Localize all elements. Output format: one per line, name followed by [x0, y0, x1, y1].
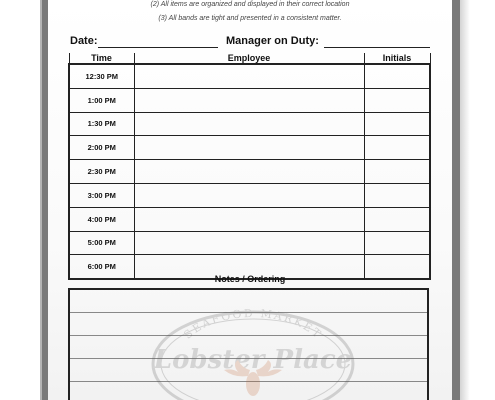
table-row — [69, 88, 430, 112]
date-label: Date: — [70, 35, 98, 47]
time-cell: 2:30 PM — [69, 160, 134, 184]
table-row — [69, 64, 430, 88]
employee-cell[interactable] — [134, 183, 364, 207]
table-row — [69, 112, 430, 136]
initials-cell[interactable] — [364, 207, 430, 231]
table-row — [69, 207, 430, 231]
table-row — [69, 231, 430, 255]
notes-box[interactable] — [68, 288, 429, 400]
rule-item-2: (2) All items are organized and displayed in their correct location — [150, 1, 350, 8]
frame-shadow — [460, 0, 470, 400]
header-fields — [70, 35, 430, 49]
notes-title: Notes / Ordering — [214, 274, 286, 284]
schedule-table — [68, 53, 431, 280]
employee-cell[interactable] — [134, 160, 364, 184]
employee-cell[interactable] — [134, 207, 364, 231]
checklist-sheet — [48, 0, 452, 400]
employee-cell[interactable] — [134, 112, 364, 136]
logo-top-text: SEAFOOD MARKET — [181, 306, 325, 342]
rule-item-3: (3) All bands are tight and presented in a consistent matter. — [158, 15, 342, 22]
initials-cell[interactable] — [364, 64, 430, 88]
time-cell: 2:00 PM — [69, 136, 134, 160]
notes-line — [70, 358, 427, 359]
column-header-employee: Employee — [134, 53, 364, 64]
notes-line — [70, 312, 427, 313]
initials-cell[interactable] — [364, 88, 430, 112]
initials-cell[interactable] — [364, 112, 430, 136]
notes-line — [70, 381, 427, 382]
time-cell: 5:00 PM — [69, 231, 134, 255]
manager-field-line[interactable] — [324, 47, 430, 48]
initials-cell[interactable] — [364, 183, 430, 207]
employee-cell[interactable] — [134, 136, 364, 160]
time-cell: 3:00 PM — [69, 183, 134, 207]
manager-label: Manager on Duty: — [226, 35, 319, 47]
time-cell: 12:30 PM — [69, 64, 134, 88]
employee-cell[interactable] — [134, 231, 364, 255]
initials-cell[interactable] — [364, 231, 430, 255]
initials-cell[interactable] — [364, 136, 430, 160]
table-row — [69, 160, 430, 184]
initials-cell[interactable] — [364, 160, 430, 184]
logo-main-text: Lobster Place — [153, 345, 353, 375]
employee-cell[interactable] — [134, 88, 364, 112]
time-cell: 1:30 PM — [69, 112, 134, 136]
column-header-initials: Initials — [364, 53, 430, 64]
column-header-time: Time — [69, 53, 134, 64]
employee-cell[interactable] — [134, 64, 364, 88]
table-row — [69, 136, 430, 160]
date-field-line[interactable] — [98, 47, 218, 48]
time-cell: 1:00 PM — [69, 88, 134, 112]
time-cell: 6:00 PM — [69, 255, 134, 279]
table-row — [69, 183, 430, 207]
time-cell: 4:00 PM — [69, 207, 134, 231]
notes-line — [70, 335, 427, 336]
